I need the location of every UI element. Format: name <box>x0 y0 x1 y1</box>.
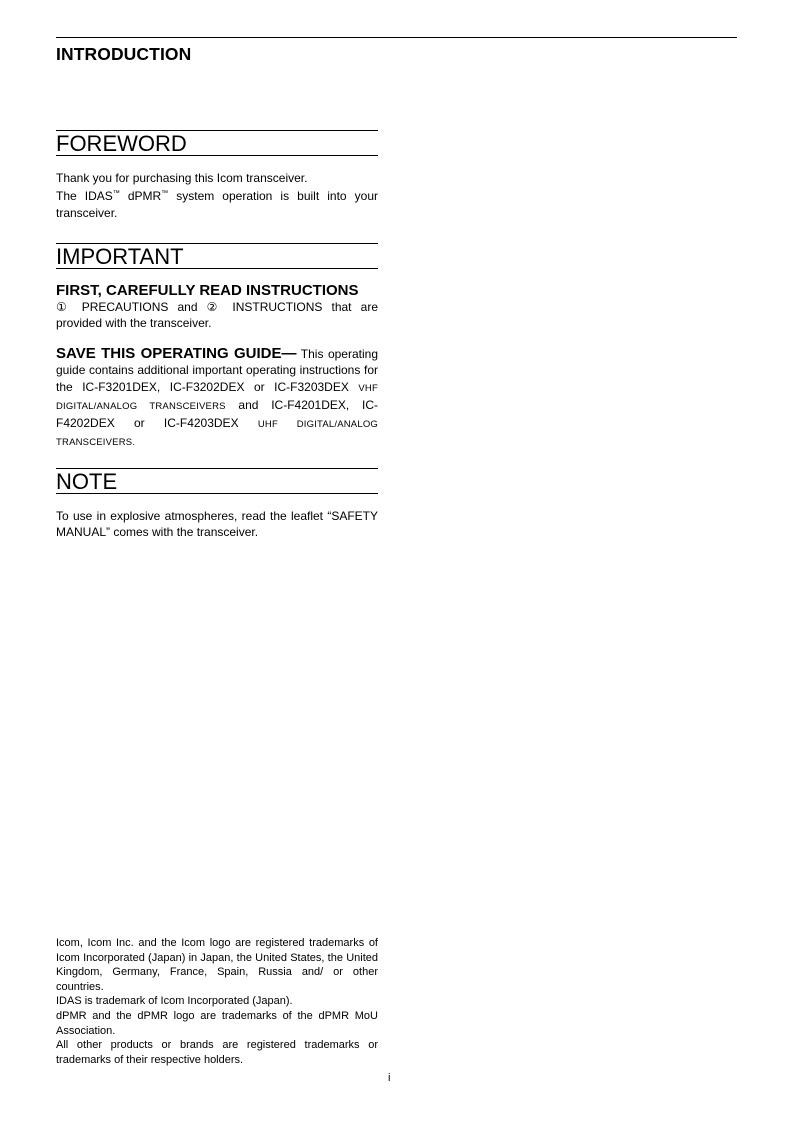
trademark-symbol: ™ <box>161 190 169 198</box>
save-guide-paragraph <box>56 346 378 452</box>
note-heading <box>56 468 378 494</box>
trademark-note-idas: IDAS is trademark of Icom Incorporated (Japan). <box>56 995 293 1008</box>
trademark-notes <box>56 936 378 1067</box>
save-guide-end: . <box>132 437 136 449</box>
important-heading-text: IMPORTANT <box>56 244 184 269</box>
trademark-note-icom: Icom, Icom Inc. and the Icom logo are registered trademarks of Icom Incorporated (Japan) in Japan, the United States, the United Kingdom, Germany, France, Spain, Russia and/ or other countries. <box>56 937 378 993</box>
important-heading <box>56 243 378 269</box>
foreword-heading-text: FOREWORD <box>56 131 187 156</box>
page-title: INTRODUCTION <box>56 44 192 64</box>
note-body: To use in explosive atmospheres, read the leaflet “SAFETY MANUAL” comes with the transceiver. <box>56 509 378 540</box>
page-number: i <box>388 1072 391 1084</box>
foreword-idas: The IDAS <box>56 189 113 204</box>
save-guide-body-b: and IC-F4201DEX, IC-F4202DEX or IC-F4203DEX <box>56 397 378 431</box>
first-read-body: ① PRECAUTIONS and ② INSTRUCTIONS that are provided with the transceiver. <box>56 300 378 331</box>
foreword-line2-rest: system operation is built into your transceiver. <box>56 189 378 220</box>
trademark-note-dpmr: dPMR and the dPMR logo are trademarks of the dPMR MoU Association. <box>56 1009 378 1037</box>
foreword-text <box>56 170 378 221</box>
note-heading-text: NOTE <box>56 469 118 494</box>
foreword-line1: Thank you for purchasing this Icom transceiver. <box>56 171 308 185</box>
save-guide-body-a: This operating guide contains additional important operating instructions for the IC-F3201DEX, IC-F3202DEX or IC-F3203DEX <box>56 347 378 394</box>
first-read-heading: FIRST, CAREFULLY READ INSTRUCTIONS <box>56 282 359 299</box>
vhf-label: VHF DIGITAL/ANALOG TRANSCEIVERS <box>56 382 378 412</box>
uhf-label: UHF DIGITAL/ANALOG TRANSCEIVERS <box>56 419 378 449</box>
trademark-symbol: ™ <box>112 190 120 198</box>
save-guide-heading: SAVE THIS OPERATING GUIDE— <box>56 345 297 362</box>
trademark-note-others: All other products or brands are registered trademarks or trademarks of their respective holders. <box>56 1039 378 1066</box>
foreword-dpmr: dPMR <box>119 189 162 204</box>
foreword-heading <box>56 130 378 156</box>
top-rule <box>56 37 737 38</box>
